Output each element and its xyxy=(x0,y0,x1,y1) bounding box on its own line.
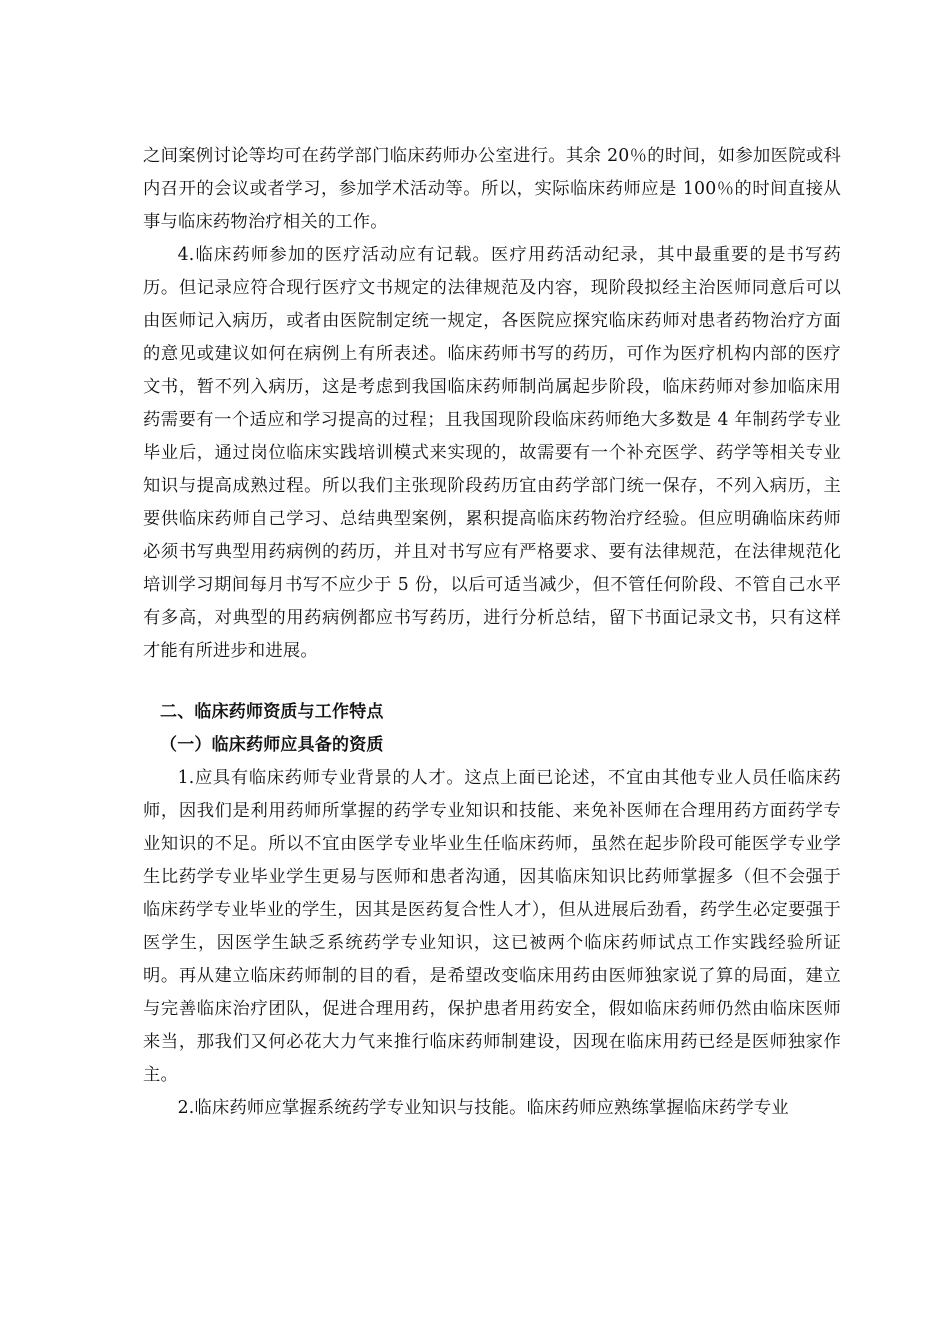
paragraph-qualification-1: 1.应具有临床药师专业背景的人才。这点上面已论述，不宜由其他专业人员任临床药师，因我们是利用药师所掌握的药学专业知识和技能、来免补医师在合理用药方面药学专业知识的不足。所以不宜由医学专业毕业生任临床药师，虽然在起步阶段可能医学专业学生比药学专业毕业学生更易与医师和患者沟通，因其临床知识比药师掌握多（但不会强于临床药学专业毕业的学生，因其是医药复合性人才），但从进展后劲看，药学生必定要强于医学生，因医学生缺乏系统药学专业知识，这已被两个临床药师试点工作实践经验所证明。再从建立临床药师制的目的看，是希望改变临床用药由医师独家说了算的局面，建立与完善临床治疗团队，促进合理用药，保护患者用药安全，假如临床药师仍然由临床医师来当，那我们又何必花大力气来推行临床药师制建设，因现在临床用药已经是医师独家作主。 xyxy=(143,768,841,1085)
paragraph-item-4: 4.临床药师参加的医疗活动应有记载。医疗用药活动纪录，其中最重要的是书写药历。但记录应符合现行医疗文书规定的法律规范及内容，现阶段拟经主治医师同意后可以由医师记入病历，或者由医院制定统一规定，各医院应探究临床药师对患者药物治疗方面的意见或建议如何在病例上有所表述。临床药师书写的药历，可作为医疗机构内部的医疗文书，暂不列入病历，这是考虑到我国临床药师制尚属起步阶段，临床药师对参加临床用药需要有一个适应和学习提高的过程；且我国现阶段临床药师绝大多数是 4 年制药学专业毕业后，通过岗位临床实践培训模式来实现的，故需要有一个补充医学、药学等相关专业知识与提高成熟过程。所以我们主张现阶段药历宜由药学部门统一保存，不列入病历，主要供临床药师自己学习、总结典型案例，累积提高临床药物治疗经验。但应明确临床药师必须书写典型用药病例的药历，并且对书写应有严格要求、要有法律规范，在法律规范化培训学习期间每月书写不应少于 5 份，以后可适当减少，但不管任何阶段、不管自己水平有多高，对典型的用药病例都应书写药历，进行分析总结，留下书面记录文书，只有这样才能有所进步和进展。 xyxy=(143,245,841,661)
subsection-heading: （一）临床药师应具备的资质 xyxy=(160,735,384,755)
paragraph-continuation: 之间案例讨论等均可在药学部门临床药师办公室进行。其余 20％的时间，如参加医院或科内召开的会议或者学习，参加学术活动等。所以，实际临床药师应是 100％的时间直接从事与临床药物治疗相关的工作。 xyxy=(143,146,841,232)
paragraph-qualification-2: 2.临床药师应掌握系统药学专业知识与技能。临床药师应熟练掌握临床药学专业 xyxy=(177,1098,789,1118)
document-page xyxy=(143,140,841,1125)
section-spacer xyxy=(143,668,841,696)
section-heading: 二、临床药师资质与工作特点 xyxy=(160,702,384,722)
